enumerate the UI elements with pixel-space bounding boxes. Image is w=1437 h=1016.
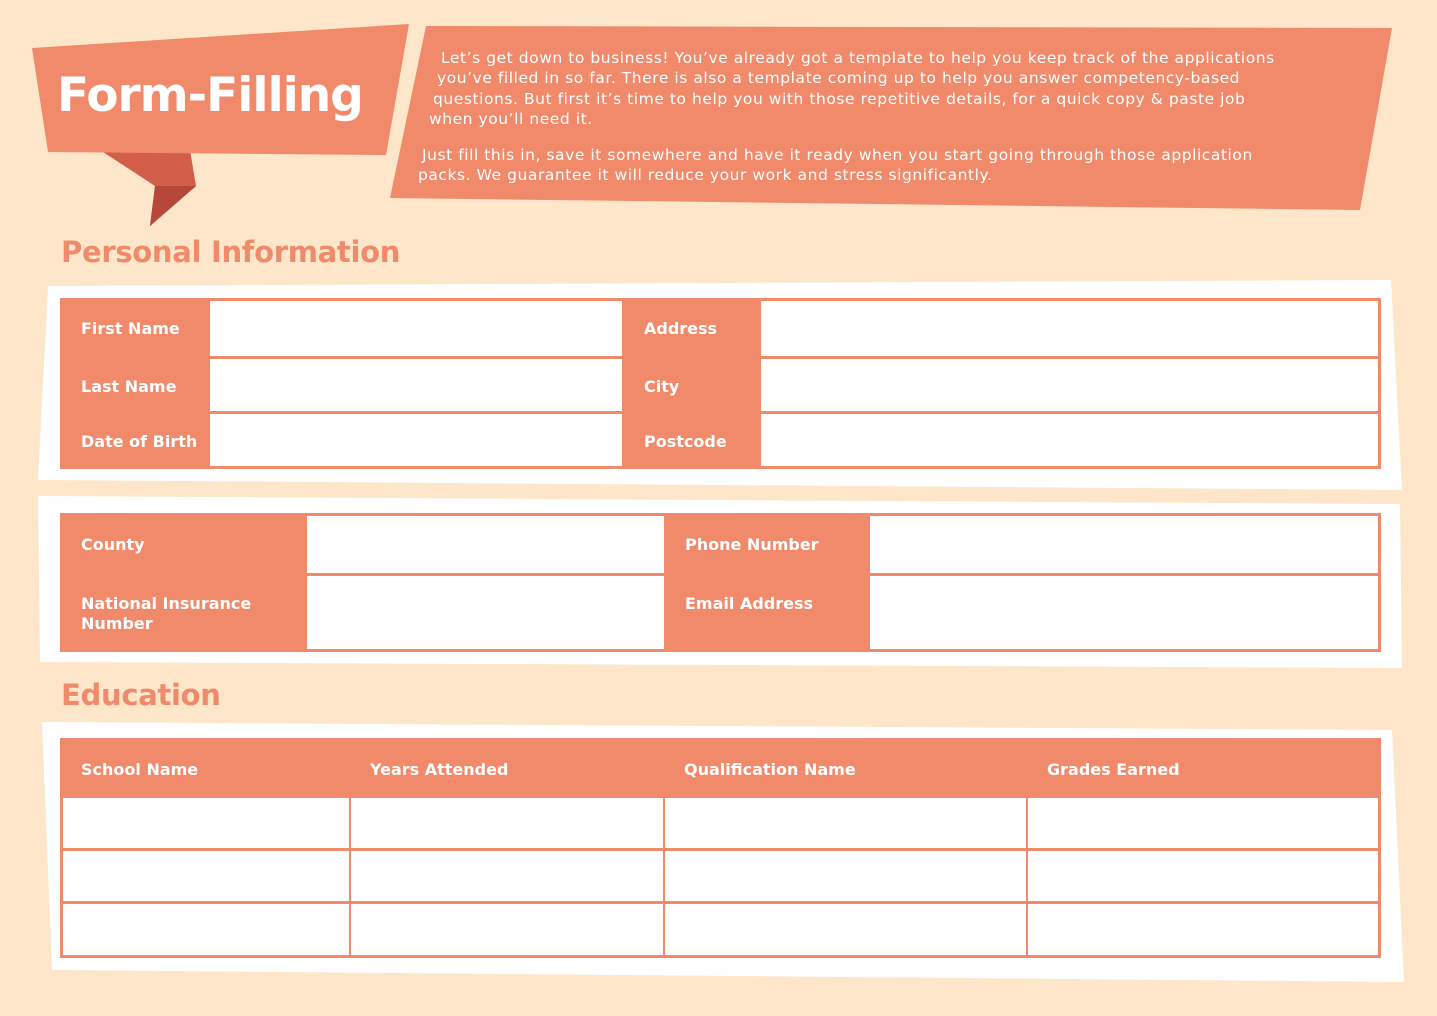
city-label [623, 356, 761, 414]
table-cell-grades-2[interactable] [1028, 851, 1378, 901]
email-label [664, 573, 870, 652]
postcode-input[interactable] [758, 411, 1381, 469]
first-name-label-text: First Name [81, 319, 180, 338]
col-qualification-name: Qualification Name [684, 760, 856, 779]
page-title: Form-Filling [57, 68, 363, 123]
intro-line: you’ve filled in so far. There is also a template coming up to help you answer competency-based [437, 69, 1241, 87]
ni-label-line2: Number [81, 614, 153, 633]
dob-label [60, 411, 209, 469]
dob-label-text: Date of Birth [81, 432, 198, 451]
first-name-input[interactable] [207, 298, 625, 359]
section-title-education: Education [61, 678, 221, 712]
table-cell-grades-1[interactable] [1028, 798, 1378, 848]
email-input[interactable] [867, 573, 1381, 652]
county-input[interactable] [304, 513, 667, 576]
table-cell-school-3[interactable] [63, 904, 349, 955]
intro-line: when you’ll need it. [429, 110, 593, 128]
col-years-attended: Years Attended [370, 760, 509, 779]
phone-label [664, 513, 870, 576]
table-cell-years-2[interactable] [351, 851, 663, 901]
phone-label-text: Phone Number [685, 535, 819, 554]
last-name-label [60, 356, 209, 414]
table-cell-grades-3[interactable] [1028, 904, 1378, 955]
last-name-label-text: Last Name [81, 377, 177, 396]
dob-input[interactable] [207, 411, 625, 469]
table-cell-years-1[interactable] [351, 798, 663, 848]
postcode-label [623, 411, 761, 469]
address-label-text: Address [644, 319, 718, 338]
ni-number-label [60, 573, 307, 652]
section-title-personal: Personal Information [61, 235, 401, 269]
ni-number-input[interactable] [304, 573, 667, 652]
col-grades-earned: Grades Earned [1047, 760, 1180, 779]
intro-line: packs. We guarantee it will reduce your work and stress significantly. [418, 166, 993, 184]
email-label-text: Email Address [685, 594, 814, 613]
table-cell-qualification-3[interactable] [665, 904, 1026, 955]
intro-line: Let’s get down to business! You’ve already got a template to help you keep track of the applications [441, 49, 1275, 67]
first-name-label [60, 298, 209, 359]
county-label [60, 513, 307, 576]
table-cell-years-3[interactable] [351, 904, 663, 955]
intro-line: Just fill this in, save it somewhere and have it ready when you start going through those application [422, 146, 1253, 164]
address-label [623, 298, 761, 359]
intro-line: questions. But first it’s time to help you with those repetitive details, for a quick copy & paste job [433, 90, 1246, 108]
ribbon-tail [150, 186, 196, 226]
phone-input[interactable] [867, 513, 1381, 576]
table-cell-school-2[interactable] [63, 851, 349, 901]
city-label-text: City [644, 377, 680, 396]
address-input[interactable] [758, 298, 1381, 359]
last-name-input[interactable] [207, 356, 625, 414]
postcode-label-text: Postcode [644, 432, 727, 451]
table-cell-school-1[interactable] [63, 798, 349, 848]
county-label-text: County [81, 535, 145, 554]
col-school-name: School Name [81, 760, 199, 779]
city-input[interactable] [758, 356, 1381, 414]
ni-label-line1: National Insurance [81, 594, 252, 613]
table-cell-qualification-2[interactable] [665, 851, 1026, 901]
table-cell-qualification-1[interactable] [665, 798, 1026, 848]
